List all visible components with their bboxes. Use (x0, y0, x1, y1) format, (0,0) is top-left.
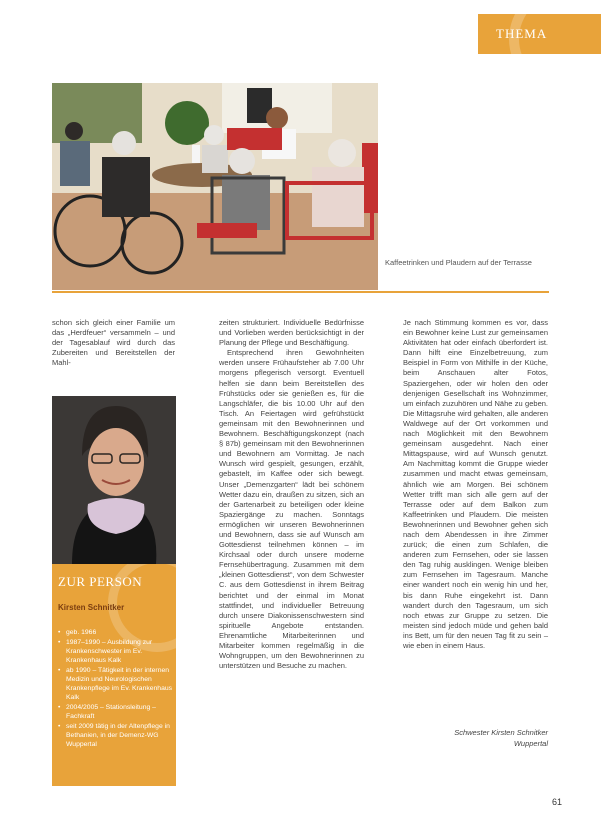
column-2-paragraph: zeiten strukturiert. Individuelle Bedürfnisse und Vorlieben werden berücksichtigt in der Planung der Pflege und Beschäftigung. (219, 318, 364, 348)
author-name: Schwester Kirsten Schnitker (454, 728, 548, 737)
list-item: • 1987–1990 – Ausbildung zur Krankenschwester im Ev. Krankenhaus Kalk (58, 638, 174, 665)
terrace-photo (52, 83, 378, 290)
column-1 (52, 318, 175, 368)
orange-divider (52, 291, 549, 293)
page-number: 61 (552, 797, 563, 807)
portrait-illustration (52, 396, 176, 564)
section-label: THEMA (496, 26, 548, 41)
column-3-paragraph: Je nach Stimmung kommen es vor, dass ein Bewohner keine Lust zur gemeinsamen Aktivitäten hat oder einfach überfordert ist. Dann hilft eine Einzelbetreuung, zum Beispiel in Form von Mithilfe in der Küche, beim Anschauen alter Fotos, Spaziergehen, oder wir holen den oder denjenigen Gesellschaft ins Wohnzimmer, um einfach zuzuhören und Nähe zu geben. Die Mittagsruhe wird gehalten, alle anderen Waldwege auf der Ort vorkommen und nach Möglichkeit mit den Bewohnern gemeinsam ausgedehnt. Nach einer Mittagspause, wird auf Wunsch genutzt. Am Nachmittag kommt die Gruppe wieder zusammen und macht etwas gemeinsam, ähnlich wie am Morgen. Bei schönem Wetter trifft man sich alle gern auf der Terrasse oder auf dem Balkon zum Kaffeetrinken und Plaudern. Die meisten Bewohnerinnen und Bewohner gehen sich nach dem Abendessen in ihre Zimmer zurück; die einen zum Schlafen, die anderen zum Fernsehen, oder sie lassen den Tag ruhig ausklingen. Wenige bleiben zum Fernsehen im Tagesraum. Manche einer wandert noch ein wenig hin und her, bis dann Ruhe eingekehrt ist. Dann wandert durch den Tagesraum, um sich noch etwas zur Gruppe zu setzen. Die meisten sind jedoch müde und gehen bald ins Bett, um für den neuen Tag fit zu sein – wie eben in einem Haus. (403, 318, 548, 650)
column-2 (219, 318, 364, 671)
terrace-photo-illustration (52, 83, 378, 290)
list-item: • ab 1990 – Tätigkeit in der internen Medizin und Neurologischen Krankenpflege im Ev. Krankenhaus Kalk (58, 666, 174, 702)
person-name: Kirsten Schnitker (58, 603, 125, 612)
list-item: • 2004/2005 – Stationsleitung – Fachkraft (58, 703, 174, 721)
column-3 (403, 318, 548, 651)
column-2-paragraph: Entsprechend ihren Gewohnheiten werden unsere Frühaufsteher ab 7.00 Uhr morgens pflegerisch versorgt. Eventuell helfen sie dann beim Bereitstellen des Frühstücks oder sie genießen es, für die Langschläfer, die bis 10.00 Uhr auf den Tisch. An Feiertagen wird gefrühstückt gemeinsam mit den Bewohnerinnen und Bewohnern. Beschäftigungskonzept (nach § 87b) gemeinsam mit den Bewohnerinnen und Bewohnern am Vormittag. Je nach Wunsch wird gespielt, gesungen, erzählt, gebastelt, im Kaffee oder sich bewegt. Unser „Demenzgarten“ lädt bei schönem Wetter dazu ein, draußen zu sitzen, sich an der Gartenarbeit zu beteiligen oder kleine Spaziergänge zu machen. Sonntags ermöglichen wir unseren Bewohnerinnen und Bewohnern, dass sie auf Wunsch am Gottesdienst teilnehmen können – im Kirchsaal oder durch unsere moderne Fernsehübertragung. Zusammen mit dem „kleinen Gottesdienst“, von dem Schwester C. aus dem Gottesdienst in ihrem Beitrag berichtet und der einmal im Monat stattfindet, und individueller Betreuung durch unsere Diakonissenschwestern sind spirituelle Angebote entstanden. Ehrenamtliche Mitarbeiterinnen und Mitarbeiter kommen regelmäßig in die Wohngruppen, um den Bewohnerinnen zu unterstützen und Besuche zu machen. (219, 348, 364, 671)
author-place: Wuppertal (513, 739, 548, 748)
column-1-text: schon sich gleich einer Familie um das „Herdfeuer“ versammeln – und der Tagesablauf wird durch das Zubereiten und Bereitstellen der Mahl- (52, 318, 175, 368)
person-heading: ZUR PERSON (58, 574, 143, 589)
decorative-swirl (509, 0, 601, 94)
list-item: • seit 2009 tätig in der Altenpflege in Bethanien, in der Demenz-WG Wuppertal (58, 722, 174, 749)
photo-caption: Kaffeetrinken und Plaudern auf der Terrasse (385, 258, 532, 267)
author-signature (440, 727, 548, 749)
person-biography-list (58, 628, 174, 750)
list-item: • geb. 1966 (58, 628, 174, 637)
person-portrait (52, 396, 176, 564)
